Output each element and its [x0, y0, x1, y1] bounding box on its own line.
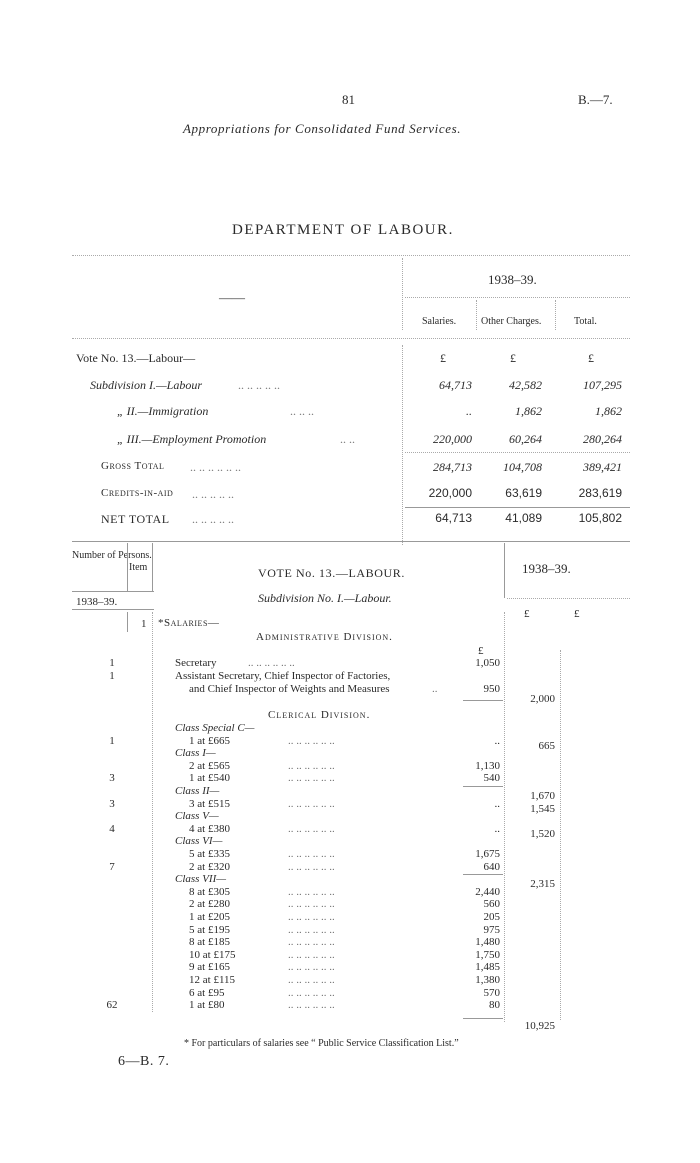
gross-total-other: 104,708 [503, 460, 542, 474]
leader-dots: .. .. .. .. .. [238, 378, 280, 392]
leader-dots: .. .. .. .. .. .. [288, 974, 335, 986]
summary-row-total: 107,295 [583, 378, 622, 392]
gross-total-label: Gross Total [101, 460, 165, 472]
persons-count: 7 [109, 860, 115, 873]
net-total-salaries: 64,713 [435, 511, 472, 525]
class-heading: Class VII— [175, 873, 227, 886]
admin-division-heading: Administrative Division. [256, 631, 393, 643]
salary-line: 2 at £280 [189, 898, 230, 911]
leader-dots: .. .. .. .. .. .. [288, 986, 335, 999]
leader-dots: .. .. .. .. .. .. [288, 936, 335, 949]
salaries-heading: *Salaries— [158, 617, 220, 629]
summary-dash: —— [219, 290, 245, 305]
summary-col-divider [476, 300, 477, 330]
page-number: 81 [342, 92, 355, 107]
summary-row-label: „ III.—Employment Promotion [117, 432, 267, 446]
leader-dots: .. [432, 683, 438, 695]
salary-line: 8 at £305 [189, 885, 230, 898]
leader-dots: .. .. .. .. .. .. [288, 999, 335, 1012]
summary-subtotal-rule [405, 452, 630, 453]
salary-amount: 570 [483, 986, 500, 999]
salary-amount: 1,050 [475, 657, 500, 669]
persons-item-divider [127, 612, 128, 632]
summary-year: 1938–39. [488, 272, 537, 287]
summary-col-divider [555, 300, 556, 330]
salary-line: 1 at £205 [189, 911, 230, 923]
subtotal-rule [463, 786, 503, 787]
detail-top-rule [72, 541, 630, 542]
salary-line: 2 at £320 [189, 860, 230, 873]
class-heading: Class V— [175, 810, 219, 823]
detail-year: 1938–39. [522, 561, 571, 576]
credits-in-aid-total: 283,619 [578, 486, 622, 500]
summary-col-salaries: Salaries. [422, 316, 457, 327]
summary-row-salaries: 220,000 [433, 432, 472, 446]
persons-item-divider [127, 543, 128, 591]
salary-line: Secretary [175, 657, 217, 669]
summary-row-label: „ II.—Immigration [117, 404, 209, 418]
salary-line: and Chief Inspector of Weights and Measures [189, 683, 390, 695]
summary-row-salaries: .. [466, 404, 472, 418]
class-total: 1,545 [530, 802, 555, 815]
leader-dots: .. .. .. .. .. .. [288, 898, 335, 911]
summary-row-salaries: 64,713 [439, 378, 472, 392]
salary-amount: 80 [489, 999, 500, 1012]
persons-header-rule [72, 591, 154, 592]
summary-row-label: Subdivision I.—Labour [90, 378, 203, 392]
leader-dots: .. .. .. .. .. .. [288, 822, 335, 835]
currency-symbol: £ [524, 608, 530, 620]
summary-divider [402, 345, 403, 545]
salary-line: 1 at £665 [189, 734, 230, 747]
salary-amount: 1,485 [475, 961, 500, 974]
salary-line: 1 at £540 [189, 772, 230, 785]
leader-dots: .. .. .. .. .. .. [288, 923, 335, 936]
net-total-total: 105,802 [578, 511, 622, 525]
credits-in-aid-label: Credits-in-aid [101, 487, 174, 499]
summary-top-rule [72, 255, 630, 256]
subtotal-rule [463, 700, 503, 701]
class-heading: Class II— [175, 785, 220, 797]
persons-year-rule [72, 609, 154, 610]
credits-in-aid-salaries: 220,000 [428, 486, 472, 500]
detail-total-divider [560, 650, 561, 1020]
leader-dots: .. .. .. .. .. .. [248, 657, 295, 669]
leader-dots: .. .. .. .. .. .. [288, 961, 335, 974]
item-text-divider [152, 612, 153, 1012]
page-signature: 6—B. 7. [118, 1054, 170, 1069]
persons-count: 62 [106, 999, 118, 1012]
currency-symbol: £ [588, 351, 594, 365]
salary-line: 9 at £165 [189, 961, 230, 974]
item-number: 1 [141, 618, 147, 630]
salary-amount: 205 [483, 911, 500, 923]
salary-amount: 1,675 [475, 848, 500, 860]
leader-dots: .. .. .. .. .. .. [288, 948, 335, 961]
salary-line: 5 at £335 [189, 848, 230, 860]
detail-subdivision: Subdivision No. I.—Labour. [258, 591, 392, 605]
salary-line: 12 at £115 [189, 974, 236, 986]
footnote: * For particulars of salaries see “ Public Service Classification List.” [184, 1038, 459, 1049]
persons-count: 3 [109, 797, 115, 810]
salary-line: 8 at £185 [189, 936, 230, 949]
leader-dots: .. .. .. .. .. .. [288, 797, 335, 810]
running-title: Appropriations for Consolidated Fund Services. [183, 121, 462, 136]
leader-dots: .. .. [340, 432, 355, 446]
summary-year-rule [405, 297, 630, 298]
leader-dots: .. .. .. .. .. [192, 487, 234, 501]
salary-line: 5 at £195 [189, 923, 230, 936]
salary-line: 2 at £565 [189, 759, 230, 772]
persons-count: 1 [109, 734, 115, 747]
class-total: 1,670 [530, 790, 555, 802]
gross-total-total: 389,421 [583, 460, 622, 474]
salary-line: 6 at £95 [189, 986, 225, 999]
currency-symbol: £ [440, 351, 446, 365]
leader-dots: .. .. .. [290, 404, 314, 418]
salary-amount: .. [494, 797, 500, 810]
salary-amount: .. [494, 822, 500, 835]
class-total: 2,315 [530, 878, 555, 891]
item-text-divider [152, 543, 153, 591]
salary-amount: 2,440 [475, 885, 500, 898]
salary-amount: 560 [483, 898, 500, 911]
class-total: 665 [538, 739, 555, 752]
detail-year-rule [507, 598, 630, 599]
summary-col-other: Other Charges. [481, 316, 542, 327]
summary-vote-label: Vote No. 13.—Labour— [76, 351, 196, 365]
summary-net-rule [405, 507, 630, 508]
summary-row-other: 60,264 [509, 432, 542, 446]
leader-dots: .. .. .. .. .. .. [288, 885, 335, 898]
detail-amount-divider [504, 612, 505, 1022]
summary-row-other: 42,582 [509, 378, 542, 392]
leader-dots: .. .. .. .. .. .. [288, 911, 335, 923]
salary-line: 10 at £175 [189, 948, 236, 961]
currency-symbol: £ [574, 608, 580, 620]
class-heading: Class Special C— [175, 722, 255, 734]
salary-amount: 1,130 [475, 759, 500, 772]
salary-amount: 1,750 [475, 948, 500, 961]
subtotal-rule [463, 874, 503, 875]
summary-col-total: Total. [574, 316, 597, 327]
salary-amount: 540 [483, 772, 500, 785]
detail-year-left: 1938–39. [76, 596, 118, 608]
department-title: DEPARTMENT OF LABOUR. [232, 222, 454, 238]
salary-amount: 975 [483, 923, 500, 936]
credits-in-aid-other: 63,619 [505, 486, 542, 500]
salary-line: 4 at £380 [189, 822, 230, 835]
currency-symbol: £ [478, 645, 484, 657]
summary-divider [402, 258, 403, 330]
summary-header-rule [72, 338, 630, 339]
summary-row-total: 280,264 [583, 432, 622, 446]
detail-amount-divider [504, 543, 505, 598]
leader-dots: .. .. .. .. .. .. [288, 759, 335, 772]
admin-total: 2,000 [530, 693, 555, 705]
persons-count: 1 [109, 657, 115, 669]
salary-line: Assistant Secretary, Chief Inspector of Factories, [175, 670, 391, 682]
class-total: 1,520 [530, 827, 555, 840]
leader-dots: .. .. .. .. .. .. [190, 460, 241, 474]
gross-total-salaries: 284,713 [433, 460, 472, 474]
document-reference: B.—7. [578, 92, 613, 107]
salary-amount: 640 [483, 860, 500, 873]
persons-count: 3 [109, 772, 115, 785]
class-heading: Class I— [175, 747, 216, 760]
col-item-header: Item [129, 562, 148, 573]
leader-dots: .. .. .. .. .. .. [288, 848, 335, 860]
clerical-division-heading: Clerical Division. [268, 709, 371, 721]
leader-dots: .. .. .. .. .. .. [288, 734, 335, 747]
leader-dots: .. .. .. .. .. [192, 512, 234, 526]
leader-dots: .. .. .. .. .. .. [288, 860, 335, 873]
summary-row-total: 1,862 [595, 404, 622, 418]
col-persons-header: Number of Persons. [72, 550, 152, 561]
net-total-other: 41,089 [505, 511, 542, 525]
persons-count: 1 [109, 670, 115, 682]
detail-vote-title: VOTE No. 13.—LABOUR. [258, 566, 405, 580]
persons-count: 4 [109, 822, 115, 835]
grand-total: 10,925 [524, 1020, 555, 1032]
subtotal-rule [463, 1018, 503, 1019]
currency-symbol: £ [510, 351, 516, 365]
salary-amount: 950 [483, 683, 500, 695]
salary-line: 1 at £80 [189, 999, 225, 1012]
salary-amount: 1,380 [475, 974, 500, 986]
summary-row-other: 1,862 [515, 404, 542, 418]
class-heading: Class VI— [175, 835, 223, 848]
salary-amount: 1,480 [475, 936, 500, 949]
net-total-label: NET TOTAL [101, 512, 170, 526]
salary-amount: .. [494, 734, 500, 747]
leader-dots: .. .. .. .. .. .. [288, 772, 335, 785]
salary-line: 3 at £515 [189, 797, 230, 810]
